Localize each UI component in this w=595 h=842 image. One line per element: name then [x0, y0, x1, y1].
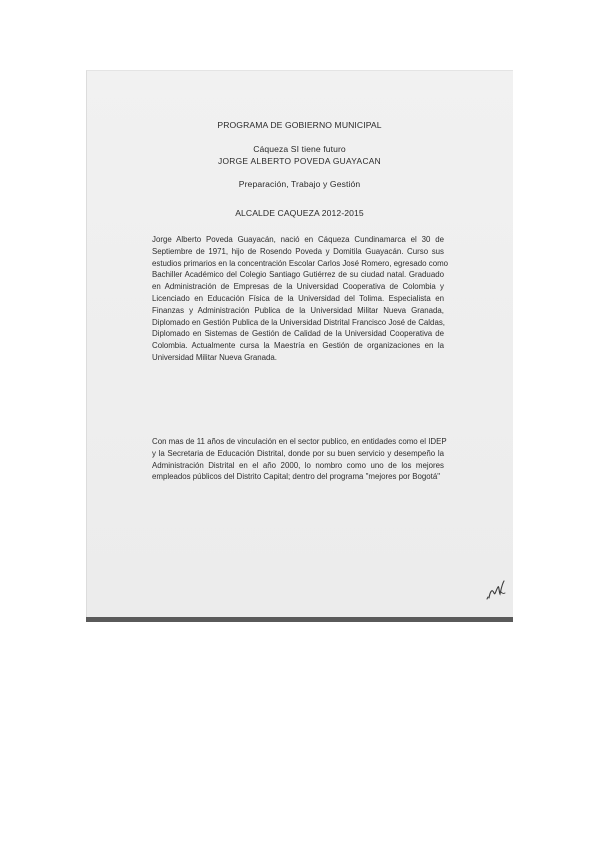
- office-title: ALCALDE CAQUEZA 2012-2015: [235, 208, 364, 218]
- paragraph-line: estudios primarios en la concentración Escolar Carlos José Romero, egresado como: [152, 258, 449, 268]
- paragraph-line: Finanzas y Administración Publica de la Universidad Militar Nueva Granada,: [152, 305, 444, 315]
- paragraph-line: Diplomado en Sistemas de Gestión de Calidad de la Universidad Cooperativa de: [152, 329, 444, 339]
- paragraph-line: Con mas de 11 años de vinculación en el sector publico, en entidades como el IDEP: [152, 437, 447, 446]
- paragraph-line: empleados públicos del Distrito Capital; dentro del programa "mejores por Bogotá": [152, 472, 441, 482]
- biography-paragraph: [152, 234, 449, 364]
- campaign-motto: Preparación, Trabajo y Gestión: [238, 179, 361, 189]
- paragraph-line: Colombia. Actualmente cursa la Maestría en Gestión de organizaciones en la: [152, 341, 444, 351]
- paragraph-line: Jorge Alberto Poveda Guayacán, nació en Cáqueza Cundinamarca el 30 de: [152, 235, 444, 244]
- paragraph-line: y la Secretaria de Educación Distrital, donde por su buen servicio y desempeño la: [152, 448, 444, 458]
- paragraph-line: Licenciado en Educación Física de la Universidad del Tolima. Especialista en: [152, 293, 444, 303]
- document-title: PROGRAMA DE GOBIERNO MUNICIPAL: [217, 120, 382, 130]
- scan-edge-shadow: [86, 617, 513, 622]
- paragraph-line: Universidad Militar Nueva Granada.: [152, 352, 277, 362]
- experience-paragraph: [152, 436, 447, 483]
- campaign-slogan: Cáqueza SI tiene futuro: [253, 144, 346, 154]
- paragraph-line: en Administración de Empresas de la Universidad Cooperativa de Colombia y: [152, 282, 444, 292]
- paragraph-line: Diplomado en Gestión Publica de la Universidad Distrital Francisco José de Caldas,: [152, 317, 445, 327]
- paragraph-line: Septiembre de 1971, hijo de Rosendo Poveda y Domitila Guayacán. Curso sus: [152, 246, 444, 256]
- paragraph-line: Bachiller Académico del Colegio Santiago Gutiérrez de su ciudad natal. Graduado: [152, 270, 444, 280]
- candidate-name: JORGE ALBERTO POVEDA GUAYACAN: [217, 156, 382, 166]
- paragraph-line: Administración Distrital en el año 2000, lo nombro como uno de los mejores: [152, 460, 444, 470]
- handwritten-initials-signature: [486, 578, 508, 602]
